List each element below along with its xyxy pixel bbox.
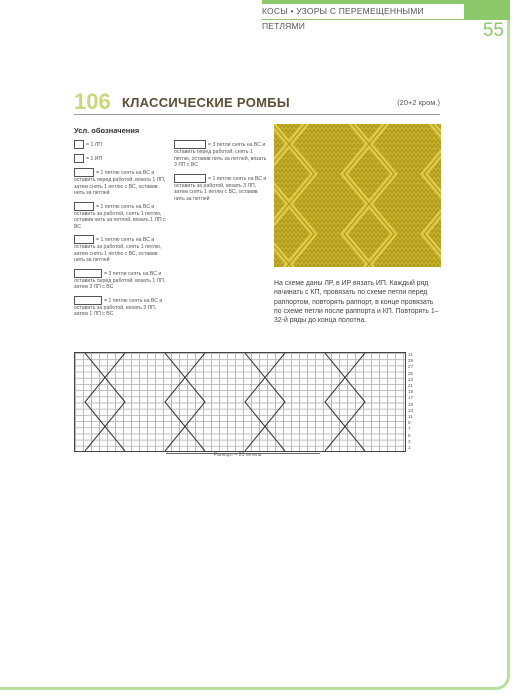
legend-text: = 1 ИП (86, 155, 103, 162)
row-number: 5 (408, 432, 411, 438)
cable-symbol-icon (74, 235, 94, 244)
legend-text: = 3 петли снять на ВС и оставить перед работой, снять 1 петлю, оставив нить за петлей, вязать 3 ЛП с ВС (174, 141, 267, 168)
legend-item (74, 202, 169, 231)
knit-symbol-icon (74, 140, 84, 149)
running-title: КОСЫ • УЗОРЫ С ПЕРЕМЕЩЕННЫМИ ПЕТЛЯМИ (258, 4, 464, 19)
legend-item (74, 154, 169, 163)
legend-text: = 1 петлю снять на ВС и оставить за работой, вязать 3 ЛП, затем 1 ЛП с ВС (74, 297, 163, 317)
cable-symbol-icon (74, 269, 102, 278)
row-number: 3 (408, 438, 411, 444)
row-number: 21 (408, 383, 414, 389)
legend-column-right (174, 140, 269, 207)
legend-item (74, 140, 169, 149)
chart-row-numbers (408, 352, 420, 451)
chart-cable-marks-icon (75, 353, 405, 451)
knit-texture-icon (274, 124, 441, 267)
legend-text: = 1 петлю снять на ВС и оставить перед работой, вязать 1 ЛП, затем снять 1 петлю с ВС, оставив нить за петлей (74, 169, 166, 196)
row-number: 7 (408, 426, 411, 432)
knit-sample-photo (274, 124, 441, 267)
legend-text: = 1 петлю снять на ВС и оставить за работой, вязать 3 ЛП, затем снять 1 петлю с ВС, оставив нить за петлей (174, 175, 267, 202)
row-number: 23 (408, 376, 414, 382)
row-number: 9 (408, 420, 411, 426)
page-number: 55 (482, 20, 504, 41)
legend-item (74, 269, 169, 291)
pattern-number: 106 (74, 89, 111, 114)
legend-item (174, 174, 269, 203)
row-number: 15 (408, 401, 414, 407)
cable-symbol-icon (74, 202, 94, 211)
legend-text: = 1 петлю снять на ВС и оставить за работой, снять 1 петлю, затем снять 1 петлю с ВС, оставив нить за петлей (74, 236, 162, 263)
purl-symbol-icon (74, 154, 84, 163)
cable-symbol-icon (174, 174, 206, 183)
pattern-description: На схеме даны ЛР, в ИР вязать ИП. Каждый ряд начинать с КП, провязать по схеме петли перед раппортом, повторять раппорт, в конце провязать по схеме петли после раппорта и КП. Повторять 1–32-й ряды до конца полотна. (274, 280, 439, 325)
repeat-label: Раппорт = 20 петель (214, 452, 262, 458)
legend-text: = 1 петлю снять на ВС и оставить за работой, снять 1 петлю, оставив нить за петлей, вязать 1 ЛП с ВС (74, 203, 166, 230)
row-number: 1 (408, 445, 411, 451)
legend-column-left (74, 140, 169, 323)
title-rule (74, 114, 440, 115)
row-number: 17 (408, 395, 414, 401)
row-number: 31 (408, 352, 414, 357)
repeat-note: (20+2 кром.) (397, 98, 440, 107)
legend-item (74, 235, 169, 264)
cable-symbol-icon (174, 140, 206, 149)
pattern-title: КЛАССИЧЕСКИЕ РОМБЫ (122, 95, 290, 110)
legend-text: = 1 ЛП (86, 141, 102, 148)
legend-item (174, 140, 269, 169)
pattern-title-row (74, 89, 440, 114)
cable-symbol-icon (74, 296, 102, 305)
legend-item (74, 296, 169, 318)
legend-text: = 3 петли снять на ВС и оставить перед работой, вязать 1 ЛП, затем 3 ЛП с ВС (74, 270, 166, 290)
row-number: 11 (408, 414, 413, 420)
knitting-chart (74, 352, 406, 452)
row-number: 29 (408, 358, 414, 364)
row-number: 27 (408, 364, 414, 370)
cable-symbol-icon (74, 168, 94, 177)
row-number: 13 (408, 407, 414, 413)
legend-heading: Усл. обозначения (74, 126, 140, 135)
row-number: 19 (408, 389, 414, 395)
row-number: 25 (408, 370, 414, 376)
legend-item (74, 168, 169, 197)
